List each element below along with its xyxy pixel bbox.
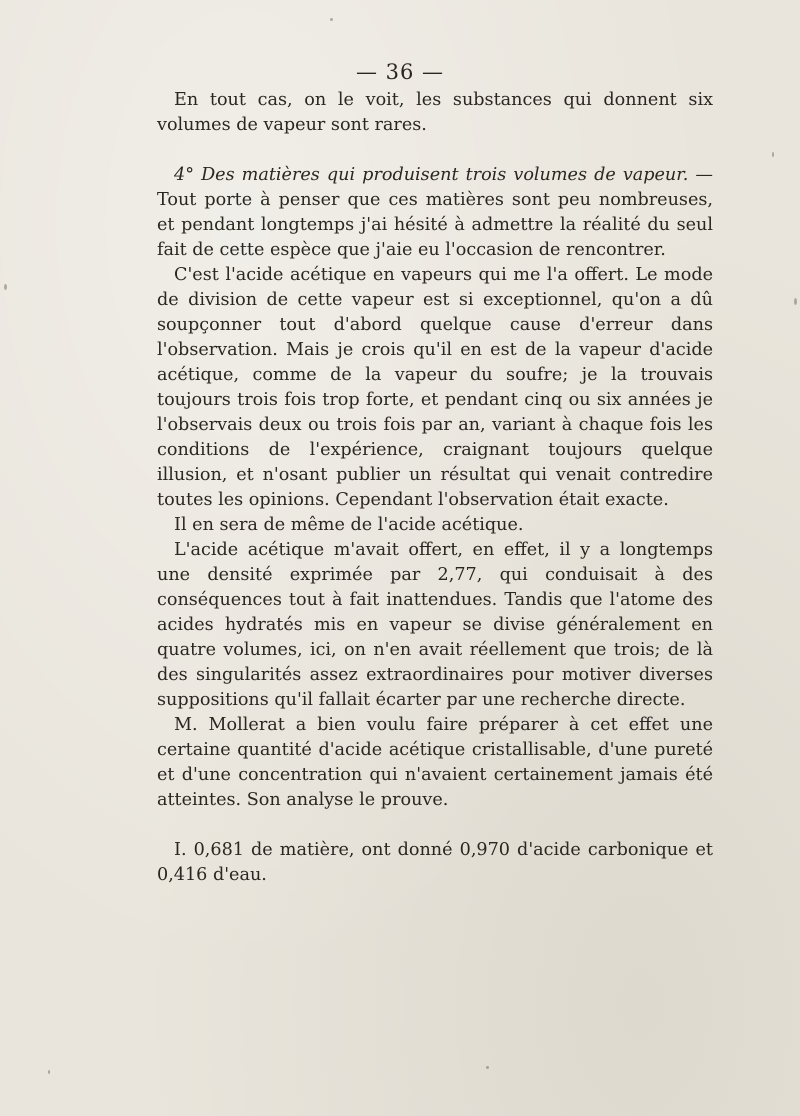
paragraph-p5: L'acide acétique m'avait offert, en effet, il y a longtemps une densité exprimée par 2,77, qui conduisait à des conséquences tout à fait inattendues. Tandis que l'atome des acides hydratés mis en vapeur se divise généralement en quatre volumes, ici, on n'en avait réellement que trois; de là des singularités assez extraordinaires pour motiver diverses suppositions qu'il fallait écarter par une recherche directe. [157,540,713,710]
paragraph-p3: C'est l'acide acétique en vapeurs qui me l'a offert. Le mode de division de cette vapeur est si exceptionnel, qu'on a dû soupçonner tout d'abord quelque cause d'erreur dans l'observation. Mais je crois qu'il en est de la vapeur d'acide acétique, comme de la vapeur du soufre; je la trouvais toujours trois fois trop forte, et pendant cinq ou six années je l'observais deux ou trois fois par an, variant à chaque fois les conditions de l'expérience, craignant toujours quelque illusion, et n'osant publier un résultat qui venait contredire toutes les opinions. Cependant l'observation était exacte. [157,265,713,510]
ink-spot [48,1070,50,1074]
paragraph-p7: I. 0,681 de matière, ont donné 0,970 d'acide carbonique et 0,416 d'eau. [157,840,713,885]
paragraph-p2 [157,163,713,263]
body-text [157,88,713,888]
paragraph-p4: Il en sera de même de l'acide acétique. [174,515,524,535]
paragraph-gap [157,813,713,838]
ink-spot [794,298,797,305]
section-heading: 4° Des matières qui produisent trois volumes de vapeur. [174,165,689,185]
ink-spot [486,1066,489,1069]
page-number: — 36 — [355,60,445,84]
paragraph-p1: En tout cas, on le voit, les substances qui donnent six volumes de vapeur sont rares. [157,90,713,135]
ink-spot [330,18,333,21]
ink-spot [772,152,774,157]
paragraph-p2-text: — Tout porte à penser que ces matières sont peu nombreuses, et pendant longtemps j'ai hésité à admettre la réalité du seul fait de cette espèce que j'aie eu l'occasion de rencontrer. [157,165,713,260]
ink-spot [4,284,7,290]
paragraph-gap [157,138,713,163]
paragraph-p6: M. Mollerat a bien voulu faire préparer à cet effet une certaine quantité d'acide acétique cristallisable, d'une pureté et d'une concentration qui n'avaient certainement jamais été atteintes. Son analyse le prouve. [157,715,713,810]
